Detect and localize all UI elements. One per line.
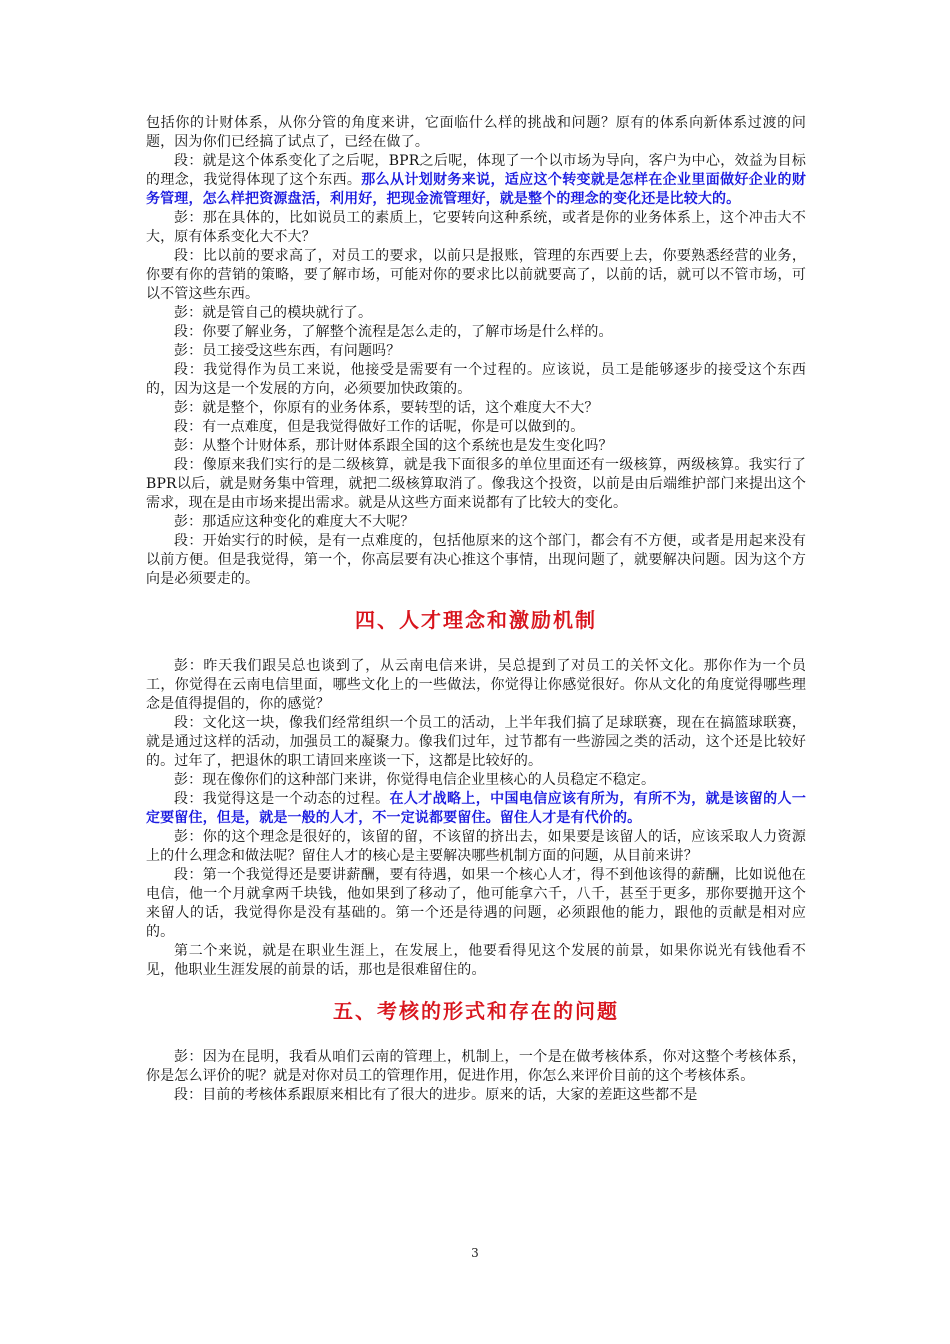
paragraph xyxy=(146,114,806,152)
paragraph xyxy=(146,942,806,980)
paragraph xyxy=(146,209,806,247)
paragraph-text: 彭：因为在昆明，我看从咱们云南的管理上，机制上，一个是在做考核体系，你对这整个考核体系，你是怎么评价的呢？就是对你对员工的管理作用，促进作用，你怎么来评价目前的这个考核体系。 xyxy=(146,1049,806,1084)
paragraph-text: 段：文化这一块，像我们经常组织一个员工的活动，上半年我们搞了足球联赛，现在在搞篮球联赛，就是通过这样的活动，加强员工的凝聚力。像我们过年，过节都有一些游园之类的活动，这个还是比较好的。过年了，把退休的职工请回来座谈一下，这都是比较好的。 xyxy=(146,715,806,769)
paragraph-text: 彭：昨天我们跟吴总也谈到了，从云南电信来讲，吴总提到了对员工的关怀文化。那你作为一个员工，你觉得在云南电信里面，哪些文化上的一些做法，你觉得让你感觉很好。你从文化的角度觉得哪些理念是值得提倡的，你的感觉？ xyxy=(146,658,806,712)
section-heading-assessment: 五、考核的形式和存在的问题 xyxy=(333,999,619,1023)
paragraph-text: 段：开始实行的时候，是有一点难度的，包括他原来的这个部门，都会有不方便，或者是用起来没有以前方便。但是我觉得，第一个，你高层要有决心推这个事情，出现问题了，就要解决问题。因为这个方向是必须要走的。 xyxy=(146,533,806,587)
paragraph-text: 包括你的计财体系，从你分管的角度来讲，它面临什么样的挑战和问题？原有的体系向新体系过渡的问题，因为你们已经搞了试点了，已经在做了。 xyxy=(146,115,806,150)
paragraph xyxy=(146,1086,806,1105)
paragraph xyxy=(146,828,806,866)
paragraph xyxy=(146,437,806,456)
paragraph-text: 段：你要了解业务，了解整个流程是怎么走的，了解市场是什么样的。 xyxy=(174,324,613,340)
paragraph xyxy=(146,361,806,399)
paragraph-text: 段：目前的考核体系跟原来相比有了很大的进步。原来的话，大家的差距这些都不是 xyxy=(174,1087,698,1103)
paragraph xyxy=(146,342,806,361)
paragraph xyxy=(146,456,806,513)
paragraph-text: 彭：员工接受这些东西，有问题吗？ xyxy=(174,343,401,359)
section-heading-talent: 四、人才理念和激励机制 xyxy=(355,608,597,632)
paragraph xyxy=(146,714,806,771)
highlighted-text: 那么从计划财务来说，适应这个转变就是怎样在企业里面做好企业的财务管理，怎么样把资源盘活，利用好，把现金流管理好，就是整个的理念的变化还是比较大的。 xyxy=(146,172,806,207)
paragraph xyxy=(146,771,806,790)
paragraph-text: 段：我觉得作为员工来说，他接受是需要有一个过程的。应该说，员工是能够逐步的接受这个东西的，因为这是一个发展的方向，必须要加快政策的。 xyxy=(146,362,806,397)
paragraph-text: 彭：你的这个理念是很好的，该留的留，不该留的挤出去，如果要是该留人的话，应该采取人力资源上的什么理念和做法呢？留住人才的核心是主要解决哪些机制方面的问题，从目前来讲？ xyxy=(146,829,806,864)
page-number: 3 xyxy=(471,1246,479,1260)
paragraph-text: 彭：现在像你们的这种部门来讲，你觉得电信企业里核心的人员稳定不稳定。 xyxy=(174,772,656,788)
paragraph xyxy=(146,304,806,323)
paragraph-group-assessment xyxy=(146,1048,806,1105)
paragraph xyxy=(146,866,806,942)
paragraph-group-finance xyxy=(146,114,806,589)
paragraph xyxy=(146,1048,806,1086)
paragraph xyxy=(146,418,806,437)
paragraph-text: 第二个来说，就是在职业生涯上，在发展上，他要看得见这个发展的前景，如果你说光有钱他看不见，他职业生涯发展的前景的话，那也是很难留住的。 xyxy=(146,943,806,978)
paragraph-text: 彭：就是整个，你原有的业务体系，要转型的话，这个难度大不大？ xyxy=(174,400,599,416)
paragraph-text: 段：像原来我们实行的是二级核算，就是我下面很多的单位里面还有一级核算，两级核算。我实行了BPR以后，就是财务集中管理，就把二级核算取消了。像我这个投资，以前是由后端维护部门来提出这个需求，现在是由市场来提出需求。就是从这些方面来说都有了比较大的变化。 xyxy=(146,457,806,511)
paragraph xyxy=(146,790,806,828)
paragraph xyxy=(146,532,806,589)
paragraph-text: 段：我觉得这是一个动态的过程。 xyxy=(174,791,390,807)
paragraph xyxy=(146,657,806,714)
paragraph-text: 段：有一点难度，但是我觉得做好工作的话呢，你是可以做到的。 xyxy=(174,419,585,435)
paragraph-text: 段：就是这个体系变化了之后呢，BPR之后呢，体现了一个以市场为导向，客户为中心，效益为目标的理念，我觉得体现了这个东西。 xyxy=(146,153,806,188)
paragraph xyxy=(146,513,806,532)
paragraph-text: 段：比以前的要求高了，对员工的要求，以前只是报账，管理的东西要上去，你要熟悉经营的业务，你要有你的营销的策略，要了解市场，可能对你的要求比以前就要高了，以前的话，就可以不管市场，可以不管这些东西。 xyxy=(146,248,806,302)
paragraph-group-talent xyxy=(146,657,806,980)
paragraph-text: 彭：从整个计财体系，那计财体系跟全国的这个系统也是发生变化吗？ xyxy=(174,438,613,454)
paragraph-text: 段：第一个我觉得还是要讲薪酬，要有待遇，如果一个核心人才，得不到他该得的薪酬，比如说他在电信，他一个月就拿两千块钱，他如果到了移动了，他可能拿六千，八千，甚至于更多，那你要拋开这个来留人的话，我觉得你是没有基础的。第一个还是待遇的问题，必须跟他的能力，跟他的贡献是相对应的。 xyxy=(146,867,806,940)
highlighted-text: 在人才战略上，中国电信应该有所为，有所不为，就是该留的人一定要留住，但是，就是一般的人才，不一定说都要留住。留住人才是有代价的。 xyxy=(146,791,806,826)
paragraph-text: 彭：就是管自己的模块就行了。 xyxy=(174,305,373,321)
paragraph xyxy=(146,399,806,418)
paragraph xyxy=(146,152,806,209)
paragraph-text: 彭：那适应这种变化的难度大不大呢？ xyxy=(174,514,415,530)
paragraph-text: 彭：那在具体的，比如说员工的素质上，它要转向这种系统，或者是你的业务体系上，这个冲击大不大，原有体系变化大不大？ xyxy=(146,210,806,245)
document-body xyxy=(146,114,806,1105)
paragraph xyxy=(146,323,806,342)
paragraph xyxy=(146,247,806,304)
